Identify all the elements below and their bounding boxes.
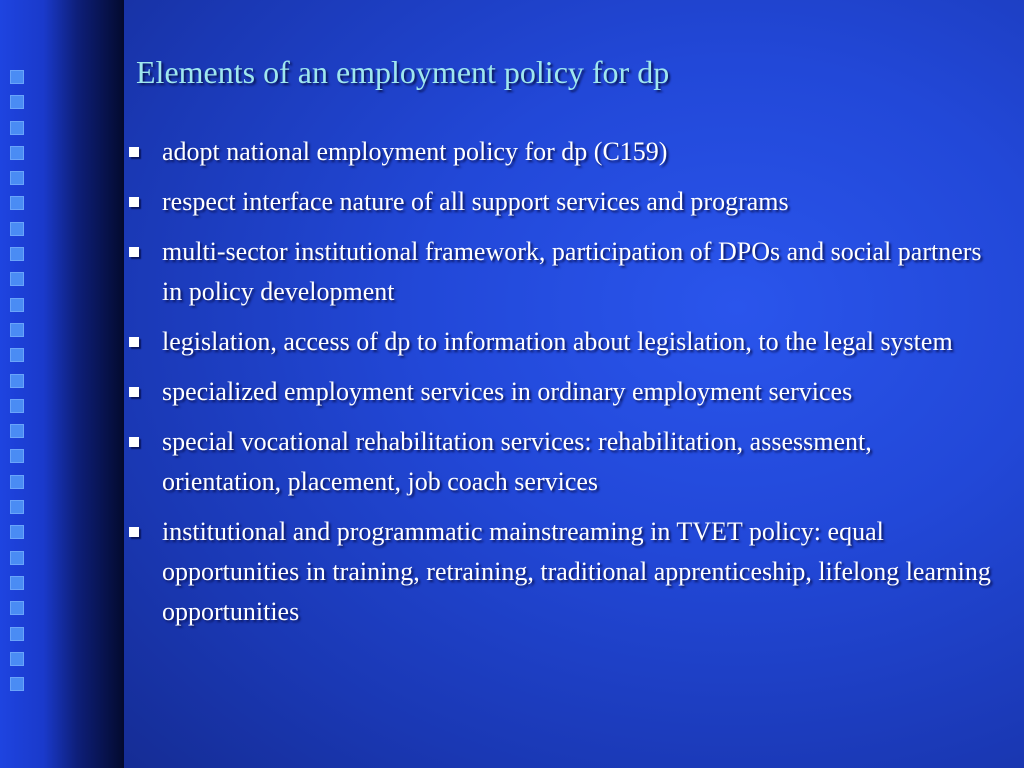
square-bullet-icon [129, 387, 139, 397]
bullet-text: adopt national employment policy for dp (C159) [162, 137, 668, 166]
decorative-squares-column [10, 70, 24, 710]
decor-square [10, 348, 24, 362]
bullet-text: respect interface nature of all support services and programs [162, 187, 789, 216]
decor-square [10, 677, 24, 691]
square-bullet-icon [129, 147, 139, 157]
bullet-text: multi-sector institutional framework, participation of DPOs and social partners in policy development [162, 237, 982, 306]
decor-square [10, 399, 24, 413]
bullet-item [124, 182, 994, 222]
decor-square [10, 475, 24, 489]
decor-square [10, 95, 24, 109]
decor-square [10, 449, 24, 463]
decor-square [10, 601, 24, 615]
bullet-item [124, 322, 994, 362]
decor-square [10, 146, 24, 160]
decor-square [10, 196, 24, 210]
decor-square [10, 576, 24, 590]
bullet-list [124, 132, 994, 642]
bullet-item [124, 132, 994, 172]
decor-square [10, 500, 24, 514]
decor-square [10, 627, 24, 641]
square-bullet-icon [129, 337, 139, 347]
bullet-text: legislation, access of dp to information about legislation, to the legal system [162, 327, 953, 356]
decor-square [10, 171, 24, 185]
decor-square [10, 374, 24, 388]
bullet-item [124, 232, 994, 312]
decor-square [10, 222, 24, 236]
decor-square [10, 247, 24, 261]
decorative-left-strip [0, 0, 124, 768]
square-bullet-icon [129, 527, 139, 537]
decor-square [10, 121, 24, 135]
decor-square [10, 323, 24, 337]
square-bullet-icon [129, 247, 139, 257]
decor-square [10, 551, 24, 565]
square-bullet-icon [129, 197, 139, 207]
decor-square [10, 424, 24, 438]
decor-square [10, 525, 24, 539]
bullet-text: institutional and programmatic mainstreaming in TVET policy: equal opportunities in training, retraining, traditional apprenticeship, lifelong learning opportunities [162, 517, 991, 626]
bullet-text: special vocational rehabilitation services: rehabilitation, assessment, orientation, placement, job coach services [162, 427, 872, 496]
bullet-item [124, 422, 994, 502]
decor-square [10, 652, 24, 666]
decor-square [10, 298, 24, 312]
slide-title: Elements of an employment policy for dp [136, 54, 670, 90]
square-bullet-icon [129, 437, 139, 447]
bullet-text: specialized employment services in ordinary employment services [162, 377, 853, 406]
decor-square [10, 70, 24, 84]
decor-square [10, 272, 24, 286]
bullet-item [124, 372, 994, 412]
bullet-item [124, 512, 994, 632]
